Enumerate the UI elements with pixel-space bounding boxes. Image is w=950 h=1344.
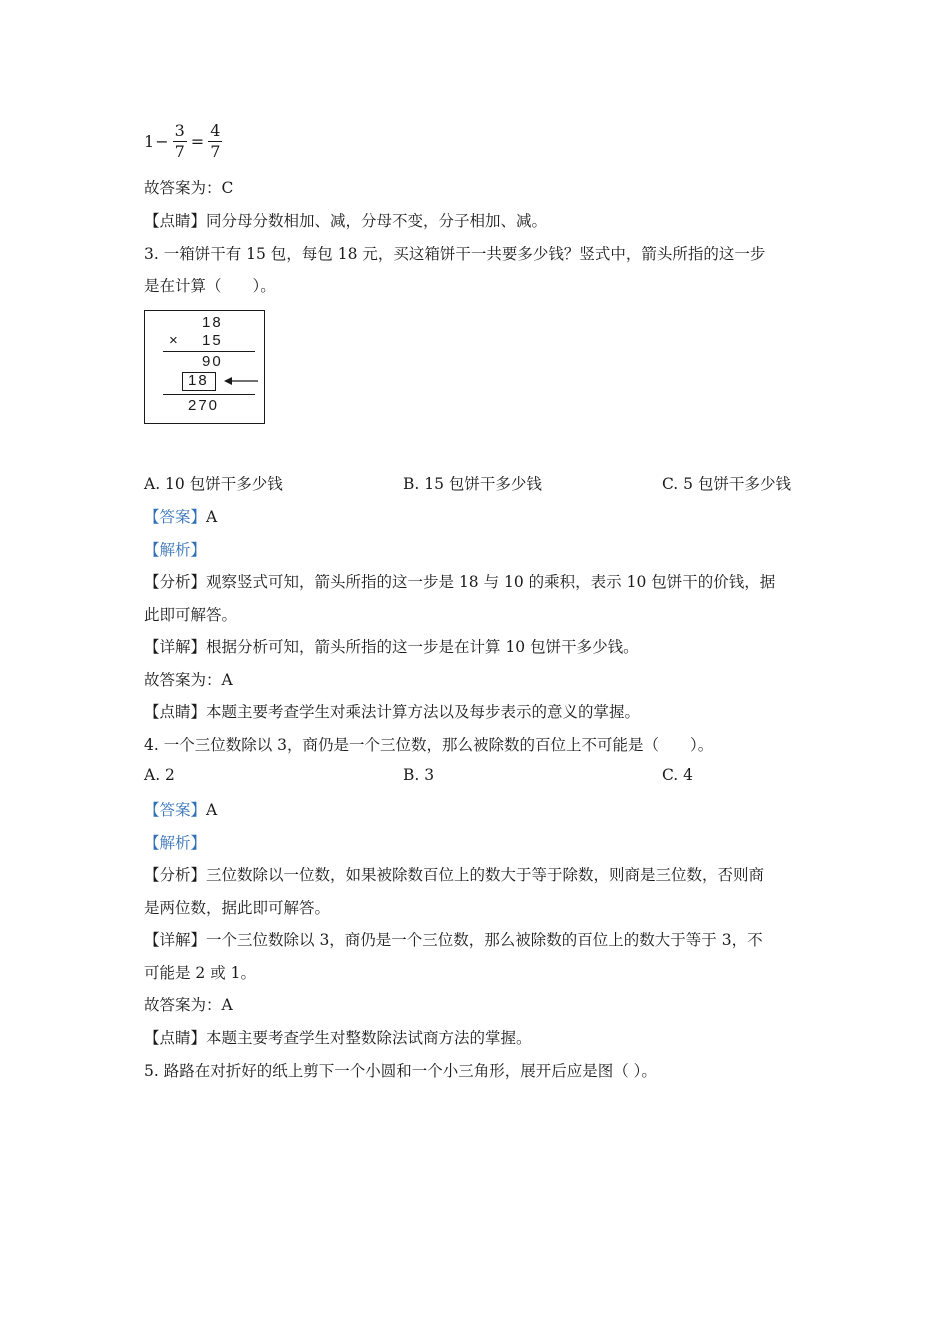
tip-text: 同分母分数相加、减，分母不变，分子相加、减。	[206, 212, 548, 230]
option-c: C. 5 包饼干多少钱	[662, 475, 791, 493]
calc-rule-2	[163, 394, 255, 395]
answer-tag: 【答案】	[144, 508, 207, 526]
tip-text: 本题主要考查学生对整数除法试商方法的掌握。	[206, 1029, 532, 1047]
q4-detail-line-2: 可能是 2 或 1。	[144, 964, 257, 982]
q4-detail-line-1	[144, 928, 763, 950]
calc-partial-product-2: 18	[188, 372, 209, 389]
fraction-denominator: 7	[174, 141, 185, 161]
q3-question-line-1: 3. 一箱饼干有 15 包，每包 18 元，买这箱饼干一共要多少钱？竖式中，箭头所指的这一步	[144, 245, 766, 263]
fraction-denominator: 7	[210, 141, 221, 161]
q3-answer	[144, 505, 217, 527]
tip-tag: 【点睛】	[144, 212, 207, 230]
option-c: C. 4	[662, 766, 694, 784]
answer-value: A	[206, 801, 218, 819]
eq-minus: −	[155, 131, 169, 151]
option-a: A. 2	[144, 766, 175, 784]
fraction-4-7	[207, 121, 223, 162]
q3-options	[144, 472, 824, 494]
q4-jiexi-tag: 【解析】	[144, 834, 207, 852]
q4-analysis-line-2: 是两位数，据此即可解答。	[144, 899, 331, 917]
q4-options	[144, 766, 824, 784]
calc-product: 270	[188, 397, 220, 414]
calc-multiplicand: 18	[202, 314, 223, 331]
tip-tag: 【点睛】	[144, 703, 207, 721]
q4-answer	[144, 798, 217, 820]
option-b: B. 15 包饼干多少钱	[403, 475, 542, 493]
q3-jiexi-tag: 【解析】	[144, 541, 207, 559]
detail-text: 一个三位数除以 3，商仍是一个三位数，那么被除数的百位上的数大于等于 3，不	[206, 931, 763, 949]
q4-tip	[144, 1026, 532, 1048]
calc-partial-product-1: 90	[202, 353, 223, 370]
q3-tip	[144, 700, 640, 722]
q4-answer-line: 故答案为：A	[144, 996, 233, 1014]
answer-tag: 【答案】	[144, 801, 207, 819]
fraction-3-7	[172, 121, 188, 162]
analysis-tag: 【分析】	[144, 573, 207, 591]
analysis-text: 观察竖式可知，箭头所指的这一步是 18 与 10 的乘积，表示 10 包饼干的价钱，据	[206, 573, 776, 591]
q3-analysis-line-2: 此即可解答。	[144, 606, 238, 624]
detail-tag: 【详解】	[144, 638, 207, 656]
calc-times-sign: ×	[169, 332, 180, 349]
q3-detail	[144, 635, 639, 657]
option-a: A. 10 包饼干多少钱	[144, 475, 283, 493]
q4-question: 4. 一个三位数除以 3，商仍是一个三位数，那么被除数的百位上不可能是（ ）。	[144, 736, 714, 754]
calc-rule-1	[163, 351, 255, 352]
detail-text: 根据分析可知，箭头所指的这一步是在计算 10 包饼干多少钱。	[206, 638, 639, 656]
fraction-numerator: 3	[174, 120, 185, 140]
answer-value: A	[206, 508, 218, 526]
fraction-numerator: 4	[210, 120, 221, 140]
eq-equals: =	[190, 131, 205, 151]
analysis-text: 三位数除以一位数，如果被除数百位上的数大于等于除数，则商是三位数，否则商	[206, 866, 765, 884]
tip-tag: 【点睛】	[144, 1029, 207, 1047]
q3-answer-line: 故答案为：A	[144, 671, 233, 689]
eq-one: 1	[144, 131, 155, 151]
detail-tag: 【详解】	[144, 931, 207, 949]
q2-tip	[144, 209, 547, 231]
calc-multiplier: 15	[202, 332, 223, 349]
q3-question-line-2: 是在计算（ ）。	[144, 277, 276, 295]
option-b: B. 3	[403, 766, 435, 784]
q4-analysis-line-1	[144, 863, 764, 885]
q2-answer-line: 故答案为：C	[144, 179, 234, 197]
arrow-left-icon	[222, 373, 262, 389]
vertical-multiplication-figure	[144, 310, 265, 424]
fraction-equation	[144, 118, 225, 164]
q3-analysis-line-1	[144, 570, 775, 592]
analysis-tag: 【分析】	[144, 866, 207, 884]
tip-text: 本题主要考查学生对乘法计算方法以及每步表示的意义的掌握。	[206, 703, 641, 721]
q5-question: 5. 路路在对折好的纸上剪下一个小圆和一个小三角形，展开后应是图（ ）。	[144, 1062, 657, 1080]
